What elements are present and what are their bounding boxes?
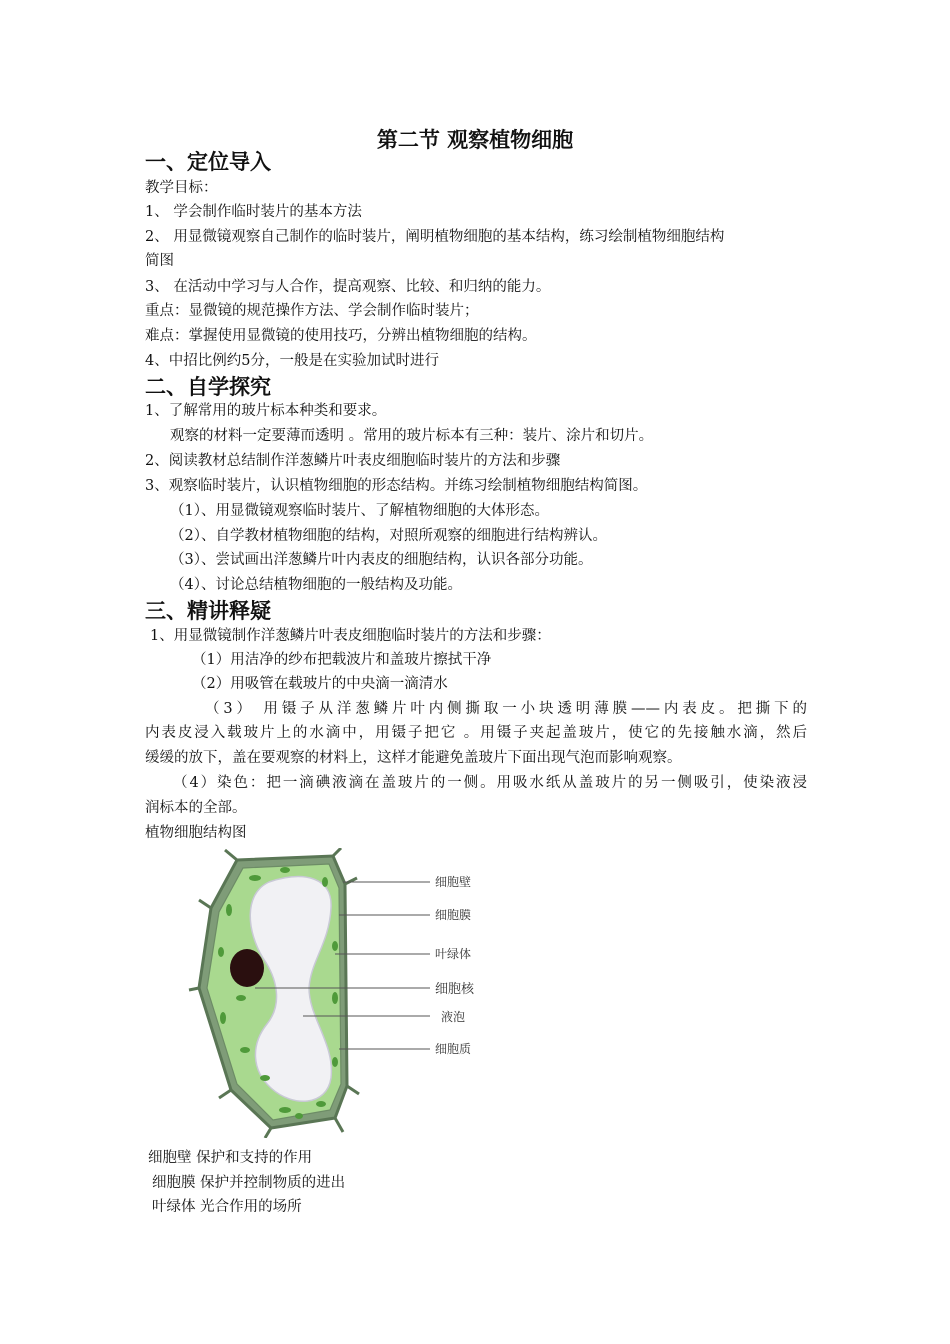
study-item-2: 2、阅读教材总结制作洋葱鳞片叶表皮细胞临时装片的方法和步骤 <box>145 453 561 469</box>
goal-2-cont: 简图 <box>145 253 174 269</box>
exam-note: 4、中招比例约5分，一般是在实验加试时进行 <box>145 353 439 369</box>
nucleus-shape <box>230 949 264 987</box>
study-sub-1: （1）、用显微镜观察临时装片、了解植物细胞的大体形态。 <box>170 503 549 519</box>
study-item-3: 3、观察临时装片，认识植物细胞的形态结构。并练习绘制植物细胞结构简图。 <box>145 478 648 494</box>
figure-caption: 植物细胞结构图 <box>145 825 247 841</box>
study-sub-4: （4）、讨论总结植物细胞的一般结构及功能。 <box>170 577 462 593</box>
label-cell-wall: 细胞壁 <box>435 875 472 889</box>
study-sub-2: （2）、自学教材植物细胞的结构，对照所观察的细胞进行结构辨认。 <box>170 528 607 544</box>
explain-item-1: 1、用显微镜制作洋葱鳞片叶表皮细胞临时装片的方法和步骤： <box>150 628 551 644</box>
section-heading-2: 二、自学探究 <box>145 375 271 399</box>
label-nucleus: 细胞核 <box>435 982 475 997</box>
step-3-cont: 内表皮浸入载玻片上的水滴中，用镊子把它 。用镊子夹起盖玻片，使它的先接触水滴，然后 <box>145 725 807 741</box>
goal-1: 1、 学会制作临时装片的基本方法 <box>145 204 362 220</box>
page-title: 第二节 观察植物细胞 <box>376 128 574 152</box>
function-chloroplast: 叶绿体 光合作用的场所 <box>152 1199 302 1215</box>
label-cytoplasm: 细胞质 <box>435 1042 472 1056</box>
plant-cell-figure <box>185 848 495 1138</box>
step-2: （2）用吸管在载玻片的中央滴一滴清水 <box>192 676 448 692</box>
step-3-cont-2: 缓缓的放下，盖在要观察的材料上，这样才能避免盖玻片下面出现气泡而影响观察。 <box>145 750 682 766</box>
study-sub-3: （3）、尝试画出洋葱鳞片叶内表皮的细胞结构，认识各部分功能。 <box>170 552 593 568</box>
label-chloroplast: 叶绿体 <box>435 947 472 961</box>
section-heading-1: 一、定位导入 <box>145 150 271 174</box>
step-4: （4）染色：把一滴碘液滴在盖玻片的一侧。用吸水纸从盖玻片的另一侧吸引，使染液浸 <box>173 775 807 791</box>
step-4-cont: 润标本的全部。 <box>145 800 247 816</box>
goals-label: 教学目标： <box>145 180 218 196</box>
goal-3: 3、 在活动中学习与人合作，提高观察、比较、和归纳的能力。 <box>145 279 551 295</box>
section-heading-3: 三、精讲释疑 <box>145 599 271 623</box>
study-item-1-detail: 观察的材料一定要薄而透明 。常用的玻片标本有三种：装片、涂片和切片。 <box>170 428 654 444</box>
difficult-point: 难点：掌握使用显微镜的使用技巧，分辨出植物细胞的结构。 <box>145 328 537 344</box>
plant-cell-diagram <box>185 848 495 1138</box>
goal-2: 2、 用显微镜观察自己制作的临时装片，阐明植物细胞的基本结构，练习绘制植物细胞结构 <box>145 229 725 245</box>
step-3: （3） 用镊子从洋葱鳞片叶内侧撕取一小块透明薄膜——内表皮。把撕下的 <box>205 701 807 717</box>
label-vacuole: 液泡 <box>441 1010 466 1024</box>
key-point: 重点：显微镜的规范操作方法、学会制作临时装片； <box>145 303 479 319</box>
function-cell-membrane: 细胞膜 保护并控制物质的进出 <box>152 1175 346 1191</box>
label-cell-membrane: 细胞膜 <box>435 908 472 922</box>
study-item-1: 1、了解常用的玻片标本种类和要求。 <box>145 403 387 419</box>
step-1: （1）用洁净的纱布把载波片和盖玻片擦拭干净 <box>192 652 492 668</box>
function-cell-wall: 细胞壁 保护和支持的作用 <box>148 1150 313 1166</box>
